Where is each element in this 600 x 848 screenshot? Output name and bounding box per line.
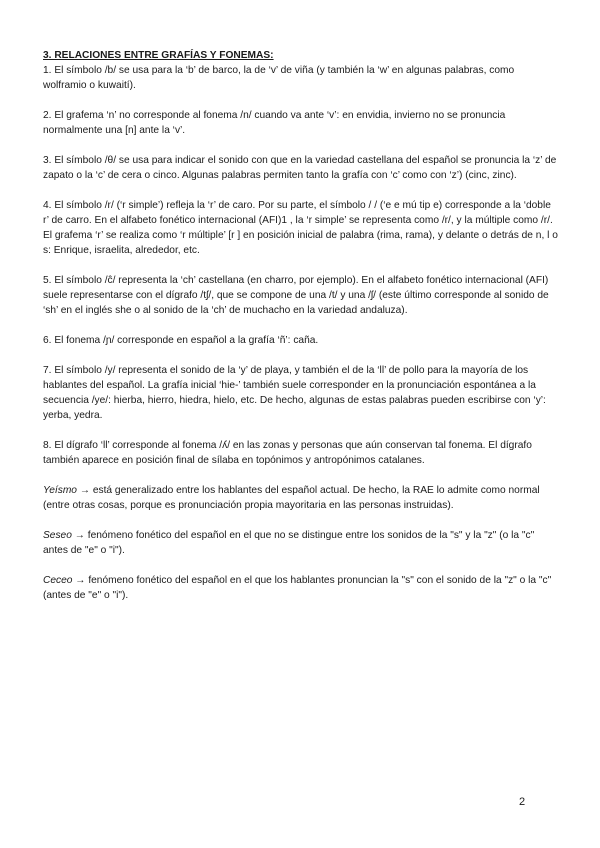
definition-seseo	[43, 528, 558, 558]
arrow-icon: →	[72, 575, 89, 586]
paragraph-4: 4. El símbolo /r/ (‘r simple’) refleja la ‘r’ de caro. Por su parte, el símbolo / / (‘e e mú tip e) corresponde a la ‘doble r’ de carro. En el alfabeto fonético internacional (AFI)1 , la ‘r simple’ se representa como /r/, y la múltiple como /r/. El grafema ‘r’ se realiza como ‘r múltiple’ [r ] en posición inicial de palabra (rima, rama), y delante o detrás de n, l o s: Enrique, israelita, alrededor, etc.	[43, 200, 558, 256]
paragraph-8: 8. El dígrafo ‘ll’ corresponde al fonema /ʎ/ en las zonas y personas que aún conservan tal fonema. El dígrafo también aparece en posición final de sílaba en topónimos y antropónimos catalanes.	[43, 440, 532, 466]
paragraph-1: 1. El símbolo /b/ se usa para la ‘b’ de barco, la de ‘v’ de viña (y también la ‘w’ en algunas palabras, como wolframio o kuwaití).	[43, 65, 515, 91]
paragraph-2: 2. El grafema ‘n’ no corresponde al fonema /n/ cuando va ante ‘v’: en envidia, invierno no se pronuncia normalmente una [n] ante la ‘v’.	[43, 110, 506, 136]
definition-text: está generalizado entre los hablantes del español actual. De hecho, la RAE lo admite como normal (entre otras cosas, porque es pronunciación propia mayoritaria en las personas instruidas).	[43, 485, 540, 511]
definition-text: fenómeno fonético del español en el que no se distingue entre los sonidos de la "s" y la "z" (o la "c" antes de "e" o "i").	[43, 530, 535, 556]
paragraph-3: 3. El símbolo /θ/ se usa para indicar el sonido con que en la variedad castellana del español se pronuncia la ‘z’ de zapato o la ‘c’ de cera o cinco. Algunas palabras permiten tanto la grafía con ‘c’ como con ‘z’) (cinc, zinc).	[43, 155, 557, 181]
definition-text: fenómeno fonético del español en el que los hablantes pronuncian la "s" con el sonido de la "z" o la "c" (antes de "e" o "i").	[43, 575, 552, 601]
paragraph-7: 7. El símbolo /y/ representa el sonido de la ‘y’ de playa, y también el de la ‘ll’ de pollo para la mayoría de los hablantes del español. La grafía inicial ‘hie-’ también suele corresponder en la pronunciación espontánea a la secuencia /ye/: hierba, hierro, hiedra, hielo, etc. De hecho, algunas de estas palabras pueden escribirse con ‘y’: yerba, yedra.	[43, 365, 546, 421]
document-body	[43, 48, 558, 618]
definition-yeismo	[43, 483, 558, 513]
definition-ceceo	[43, 573, 558, 603]
paragraph-5: 5. El símbolo /ĉ/ representa la ‘ch’ castellana (en charro, por ejemplo). En el alfabeto fonético internacional (AFI) suele representarse con el dígrafo /tʃ/, que se compone de una /t/ y una /ʃ/ (este último corresponde al sonido de ‘sh’ en el inglés she o al sonido de la ‘ch’ de muchacho en la variedad andaluza).	[43, 275, 549, 316]
page-number: 2	[519, 796, 526, 808]
definition-term: Seseo	[43, 530, 72, 541]
section-heading: 3. RELACIONES ENTRE GRAFÍAS Y FONEMAS:	[43, 50, 274, 61]
arrow-icon: →	[71, 530, 88, 541]
definition-term: Ceceo	[43, 575, 73, 586]
definition-term: Yeísmo	[43, 485, 77, 496]
paragraph-6: 6. El fonema /ɲ/ corresponde en español a la grafía ‘ñ’: caña.	[43, 335, 319, 346]
arrow-icon: →	[76, 485, 93, 496]
